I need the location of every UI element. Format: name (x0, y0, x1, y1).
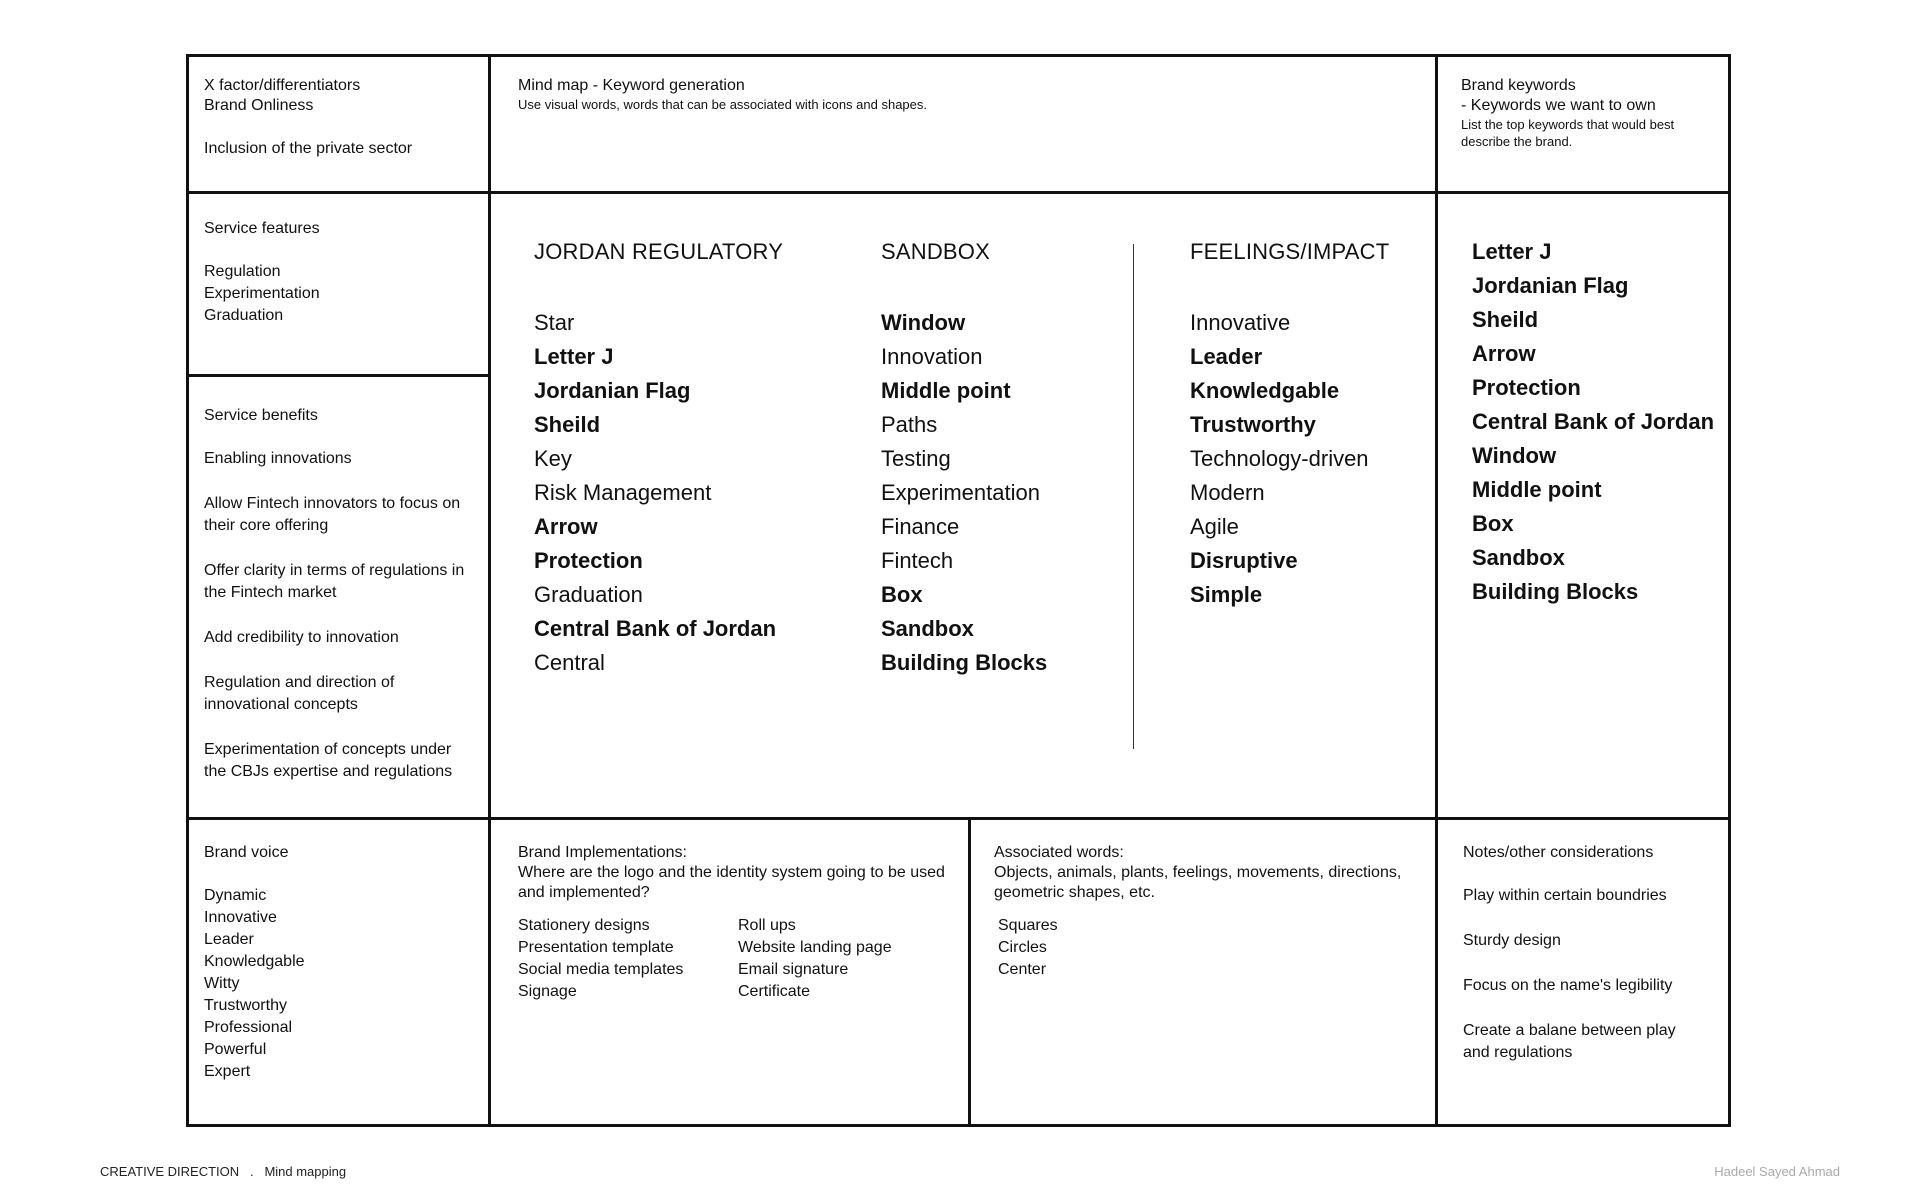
list-item: Professional (204, 1019, 293, 1036)
service-benefits-cell (204, 406, 474, 806)
list-item: Regulation and direction of innovational concepts (204, 674, 395, 713)
brand-keyword: Building Blocks (1472, 579, 1639, 604)
list-item: Regulation (204, 263, 281, 280)
keyword: Sandbox (881, 616, 974, 641)
x-factor-cell (204, 76, 484, 160)
list-item: Sturdy design (1463, 932, 1561, 949)
column-title: FEELINGS/IMPACT (1190, 239, 1390, 264)
brand-keywords-header (1461, 76, 1701, 150)
list-item: Innovative (204, 909, 277, 926)
keyword: Graduation (534, 582, 643, 607)
keyword: Star (534, 310, 575, 335)
brand-keywords-desc: List the top keywords that would best describe the brand. (1461, 117, 1675, 149)
brand-keywords-title: Brand keywords (1461, 77, 1576, 94)
service-benefits-title: Service benefits (204, 407, 318, 424)
brand-keyword: Central Bank of Jordan (1472, 409, 1715, 434)
grid-line (186, 817, 1731, 820)
keyword: Protection (534, 548, 643, 573)
brand-voice-cell (204, 843, 474, 1083)
implementations-lists (518, 915, 958, 1003)
list-item: Powerful (204, 1041, 267, 1058)
list-item: Experimentation (204, 285, 320, 302)
grid-line (186, 191, 1731, 194)
keyword: Window (881, 310, 966, 335)
mind-map-header (518, 76, 1418, 113)
keyword: Innovative (1190, 310, 1291, 335)
list-item: Experimentation of concepts under the CBJs expertise and regulations (204, 741, 453, 780)
brand-keyword: Sheild (1472, 307, 1539, 332)
brand-keyword: Jordanian Flag (1472, 273, 1629, 298)
list-item: Roll ups (738, 917, 796, 934)
grid-line (488, 54, 491, 1127)
service-features-cell (204, 219, 484, 327)
grid-line (1435, 54, 1438, 1127)
list-item: Email signature (738, 961, 849, 978)
brand-keyword: Arrow (1472, 341, 1536, 366)
brand-keyword: Protection (1472, 375, 1581, 400)
associated-title: Associated words: (994, 844, 1124, 861)
list-item: Add credibility to innovation (204, 629, 399, 646)
grid-line (968, 817, 971, 1127)
keyword: Box (881, 582, 923, 607)
keyword: Experimentation (881, 480, 1040, 505)
keyword: Key (534, 446, 572, 471)
brand-implementations-cell (518, 843, 958, 1003)
keyword: Trustworthy (1190, 412, 1316, 437)
associated-list (994, 915, 1424, 981)
brand-keyword: Window (1472, 443, 1557, 468)
list-item: Graduation (204, 307, 284, 324)
keyword: Disruptive (1190, 548, 1298, 573)
brand-keywords-list (1472, 235, 1722, 609)
list-item: Circles (998, 939, 1047, 956)
list-item: Website landing page (738, 939, 892, 956)
list-item: Dynamic (204, 887, 267, 904)
associated-desc: Objects, animals, plants, feelings, movements, directions, geometric shapes, etc. (994, 864, 1402, 901)
footer-left: CREATIVE DIRECTION . Mind mapping (100, 1164, 347, 1179)
list-item: Squares (998, 917, 1058, 934)
list-item: Certificate (738, 983, 811, 1000)
x-factor-title: X factor/differentiators (204, 77, 361, 94)
list-item: Play within certain boundries (1463, 887, 1667, 904)
keyword: Jordanian Flag (534, 378, 691, 403)
associated-words-cell (994, 843, 1424, 981)
brand-keyword: Box (1472, 511, 1514, 536)
x-factor-subtitle: Brand Onliness (204, 97, 314, 114)
notes-cell (1463, 843, 1703, 1087)
implementations-left (518, 915, 738, 1003)
keyword: Building Blocks (881, 650, 1048, 675)
list-item: Allow Fintech innovators to focus on their core offering (204, 495, 461, 534)
keyword: Arrow (534, 514, 598, 539)
keyword: Knowledgable (1190, 378, 1340, 403)
keyword: Paths (881, 412, 938, 437)
list-item: Leader (204, 931, 254, 948)
list-item: Witty (204, 975, 240, 992)
list-item: Social media templates (518, 961, 684, 978)
implementations-desc: Where are the logo and the identity system going to be used and implemented? (518, 864, 945, 901)
column-title: SANDBOX (881, 239, 990, 264)
keyword: Finance (881, 514, 960, 539)
column-divider (1133, 244, 1134, 749)
column-title: JORDAN REGULATORY (534, 239, 784, 264)
sandbox-column (881, 239, 1141, 680)
keyword: Risk Management (534, 480, 712, 505)
service-features-title: Service features (204, 220, 320, 237)
footer-author: Hadeel Sayed Ahmad (1714, 1164, 1840, 1179)
keyword: Fintech (881, 548, 954, 573)
implementations-title: Brand Implementations: (518, 844, 687, 861)
keyword: Middle point (881, 378, 1011, 403)
keyword: Modern (1190, 480, 1265, 505)
brand-keyword: Letter J (1472, 239, 1552, 264)
implementations-right (738, 915, 958, 1003)
brand-keyword: Sandbox (1472, 545, 1565, 570)
keyword: Testing (881, 446, 951, 471)
list-item: Enabling innovations (204, 450, 352, 467)
keyword: Central Bank of Jordan (534, 616, 777, 641)
brand-keyword: Middle point (1472, 477, 1602, 502)
keyword: Letter J (534, 344, 614, 369)
list-item: Expert (204, 1063, 251, 1080)
notes-title: Notes/other considerations (1463, 844, 1654, 861)
keyword: Simple (1190, 582, 1263, 607)
list-item: Offer clarity in terms of regulations in the Fintech market (204, 562, 465, 601)
list-item: Center (998, 961, 1047, 978)
brand-voice-title: Brand voice (204, 844, 289, 861)
grid-line (186, 374, 488, 377)
list-item: Create a balane between play and regulations (1463, 1022, 1676, 1061)
brand-keywords-subtitle: - Keywords we want to own (1461, 97, 1656, 114)
keyword: Central (534, 650, 605, 675)
jordan-regulatory-column (534, 239, 864, 680)
keyword: Agile (1190, 514, 1239, 539)
list-item: Trustworthy (204, 997, 287, 1014)
feelings-impact-column (1190, 239, 1430, 612)
keyword: Technology-driven (1190, 446, 1369, 471)
x-factor-text: Inclusion of the private sector (204, 140, 413, 157)
mind-map-subtitle: Use visual words, words that can be associated with icons and shapes. (518, 97, 927, 112)
keyword: Innovation (881, 344, 983, 369)
list-item: Presentation template (518, 939, 674, 956)
keyword: Sheild (534, 412, 601, 437)
mind-map-title: Mind map - Keyword generation (518, 77, 745, 94)
list-item: Stationery designs (518, 917, 650, 934)
list-item: Knowledgable (204, 953, 305, 970)
keyword: Leader (1190, 344, 1263, 369)
list-item: Focus on the name's legibility (1463, 977, 1673, 994)
list-item: Signage (518, 983, 577, 1000)
